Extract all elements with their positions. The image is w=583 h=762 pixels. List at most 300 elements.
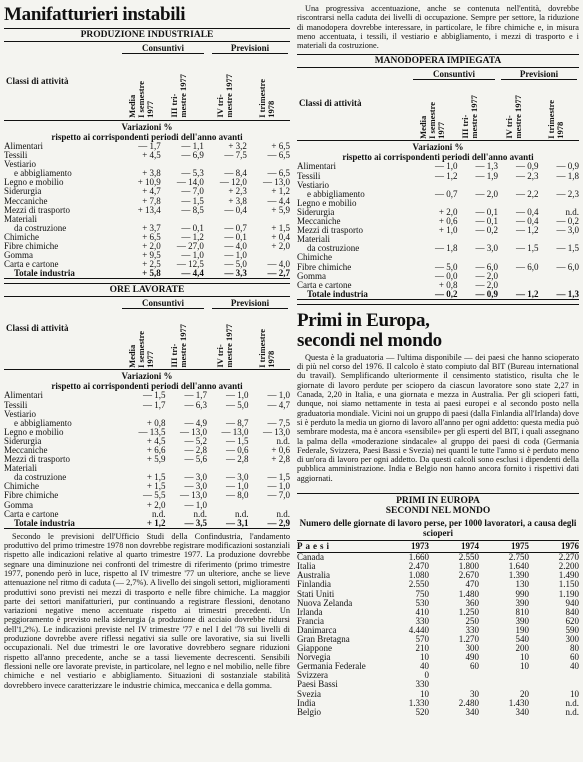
col-header-year: 1974: [429, 541, 479, 553]
cell-value: 80: [570, 643, 579, 654]
cell-value: + 1,2: [146, 517, 166, 528]
cell-value: + 10,9: [137, 177, 161, 188]
cell-value: + 4,5: [142, 150, 161, 161]
cell-value: — 5,0: [224, 259, 247, 270]
cell-value: 1.390: [508, 570, 529, 581]
paesi-table-title: [297, 493, 579, 516]
cell-value: + 5,8: [142, 268, 161, 279]
cell-value: — 1,7: [138, 141, 161, 151]
cell-value: [498, 272, 539, 281]
table-row: [4, 519, 290, 529]
cell-value: 10: [420, 688, 429, 699]
cell-value: — 3,5: [184, 517, 207, 528]
table-row: [297, 617, 579, 626]
produzione-variazioni: [4, 121, 290, 142]
cell-value: [479, 671, 529, 680]
cell-value: + 3,7: [142, 222, 161, 233]
variazioni-label: Variazioni %: [412, 142, 464, 153]
cell-value: — 3,3: [224, 268, 247, 279]
cell-value: n.d.: [276, 435, 290, 446]
header-previsioni: Previsioni: [212, 298, 288, 309]
row-label: Legno e mobilio: [297, 197, 357, 208]
table-row: [297, 635, 579, 644]
table-row: [297, 571, 579, 580]
cell-value: 1.660: [408, 552, 429, 563]
country-name: Italia: [297, 561, 316, 572]
header-col1: Media I semestre 1977: [418, 101, 446, 139]
country-name: Germania Federale: [297, 661, 366, 672]
cell-value: 40: [570, 661, 579, 672]
cell-value: — 5,6: [184, 454, 207, 465]
cell-value: + 4,7: [142, 186, 161, 197]
cell-value: + 0,6: [438, 216, 458, 227]
row-label: da costruzione: [14, 222, 67, 233]
cell-value: — 2,7: [267, 268, 290, 279]
paesi-title-2: SECONDI NEL MONDO: [385, 506, 491, 517]
cell-value: — 3,1: [226, 517, 249, 528]
primi-title-2: secondi nel mondo: [297, 329, 442, 351]
cell-value: — 2,0: [475, 279, 498, 290]
cell-value: — 13,0: [263, 426, 290, 437]
cell-value: + 1,5: [146, 472, 166, 483]
row-label: Meccaniche: [4, 195, 48, 206]
table-row: [297, 290, 579, 300]
table-row: [297, 580, 579, 589]
row-label: Alimentari: [297, 161, 336, 172]
header-col2: III tri- mestre 1977: [169, 74, 188, 118]
table-row: [297, 553, 579, 563]
cell-value: — 5,5: [143, 490, 166, 501]
row-label: Tessili: [297, 170, 321, 181]
header-previsioni: Previsioni: [501, 69, 577, 80]
country-name: Paesi Bassi: [297, 679, 338, 690]
table-row: [4, 206, 290, 215]
cell-value: 540: [515, 633, 529, 644]
cell-value: 360: [465, 597, 479, 608]
cell-value: 1.150: [558, 579, 579, 590]
cell-value: — 1,8: [556, 170, 579, 181]
table-row: [297, 699, 579, 708]
table-row: [297, 708, 579, 717]
table-row: [297, 671, 579, 680]
cell-value: — 1,0: [226, 390, 249, 401]
row-label: Carta e cartone: [297, 279, 352, 290]
cell-value: 60: [470, 661, 479, 672]
primi-section: [297, 304, 579, 483]
cell-value: 490: [465, 652, 479, 663]
primi-title-1: Primi in Europa,: [297, 309, 430, 331]
cell-value: 340: [465, 706, 479, 717]
cell-value: 1.640: [508, 561, 529, 572]
cell-value: — 0,9: [516, 161, 539, 172]
cell-value: + 9,5: [142, 250, 161, 261]
country-name: Danimarca: [297, 624, 337, 635]
cell-value: — 6,5: [267, 168, 290, 179]
cell-value: — 2,8: [184, 444, 207, 455]
cell-value: + 1,5: [271, 222, 290, 233]
country-name: Svizzera: [297, 670, 328, 681]
row-label: Vestiario: [4, 408, 36, 419]
row-label: Tessili: [4, 150, 28, 161]
cell-value: — 1,1: [181, 141, 204, 151]
page-title: Manifatturieri instabili: [4, 4, 186, 25]
cell-value: + 7,8: [142, 195, 161, 206]
country-name: Australia: [297, 570, 330, 581]
header-col3: IV tri- mestre 1977: [215, 74, 234, 118]
table-row: [297, 662, 579, 671]
cell-value: + 3,8: [228, 195, 247, 206]
country-name: Giappone: [297, 643, 332, 654]
row-label: Legno e mobilio: [4, 177, 64, 188]
table-row: [297, 244, 579, 253]
cell-value: — 2,9: [267, 517, 290, 528]
cell-value: — 6,3: [184, 399, 207, 410]
table-row: [4, 269, 290, 279]
row-label: e abbigliamento: [14, 168, 72, 179]
cell-value: — 27,0: [176, 241, 204, 252]
col-header-year: 1975: [479, 541, 529, 553]
right-column: [297, 4, 579, 717]
cell-value: — 1,9: [475, 170, 498, 181]
cell-value: 410: [415, 606, 429, 617]
cell-value: + 6,6: [146, 444, 166, 455]
row-label: Totale industria: [14, 517, 75, 528]
row-label: Materiali: [4, 463, 37, 474]
table-row: [4, 151, 290, 160]
cell-value: 200: [515, 643, 529, 654]
cell-value: — 0,1: [475, 216, 498, 227]
row-label: Materiali: [4, 213, 37, 224]
cell-value: + 13,4: [137, 204, 161, 215]
row-label: Carta e cartone: [4, 259, 59, 270]
cell-value: 330: [415, 615, 429, 626]
cell-value: 1.480: [458, 588, 479, 599]
cell-value: — 6,0: [556, 261, 579, 272]
cell-value: — 1,8: [435, 243, 458, 254]
cell-value: n.d.: [152, 508, 166, 519]
header-col4: I trimestre 1978: [257, 79, 276, 118]
cell-value: — 3,0: [184, 472, 207, 483]
ore-header: [4, 297, 290, 370]
table-row: [297, 599, 579, 608]
country-name: Norvegia: [297, 652, 331, 663]
cell-value: 810: [515, 606, 529, 617]
cell-value: + 1,2: [271, 186, 290, 197]
table-row: [297, 680, 579, 689]
table-row: [297, 226, 579, 235]
cell-value: — 6,0: [475, 261, 498, 272]
variazioni-label: Variazioni %: [121, 122, 173, 132]
cell-value: + 1,0: [438, 225, 458, 236]
cell-value: — 13,0: [180, 426, 207, 437]
manodopera-title: MANODOPERA IMPIEGATA: [297, 54, 579, 68]
cell-value: 40: [420, 661, 429, 672]
cell-value: — 1,3: [556, 288, 579, 299]
cell-value: + 2,0: [271, 241, 290, 252]
cell-value: — 0,2: [435, 288, 458, 299]
cell-value: 390: [515, 597, 529, 608]
table-row: [297, 562, 579, 571]
cell-value: 2.550: [408, 579, 429, 590]
cell-value: — 0,2: [556, 216, 579, 227]
cell-value: — 2,3: [556, 188, 579, 199]
cell-value: — 1,0: [435, 161, 458, 172]
cell-value: 2.270: [558, 552, 579, 563]
country-name: Francia: [297, 615, 324, 626]
cell-value: — 3,0: [556, 225, 579, 236]
cell-value: 60: [570, 652, 579, 663]
cell-value: — 2,0: [475, 270, 498, 281]
cell-value: + 2,3: [228, 186, 247, 197]
produzione-header: [4, 42, 290, 121]
col-header-paesi: Paesi: [297, 541, 379, 553]
cell-value: 1.190: [558, 588, 579, 599]
cell-value: + 2,0: [142, 241, 161, 252]
cell-value: — 0,6: [226, 444, 249, 455]
cell-value: 10: [570, 688, 579, 699]
cell-value: — 5,3: [181, 168, 204, 179]
cell-value: 0: [424, 670, 429, 681]
row-label: e abbigliamento: [14, 417, 72, 428]
cell-value: — 0,9: [556, 161, 579, 172]
cell-value: — 0,1: [475, 206, 498, 217]
cell-value: + 3,8: [142, 168, 161, 179]
row-label: Mezzi di trasporto: [4, 454, 70, 465]
cell-value: — 6,5: [267, 150, 290, 161]
country-name: Finlandia: [297, 579, 331, 590]
cell-value: — 1,7: [184, 390, 207, 401]
row-label: Gomma: [4, 499, 33, 510]
header-col3: IV tri- mestre 1977: [504, 94, 523, 139]
cell-value: 30: [470, 688, 479, 699]
cell-value: n.d.: [565, 206, 579, 217]
cell-value: 10: [520, 661, 529, 672]
cell-value: — 4,4: [267, 195, 290, 206]
cell-value: — 0,4: [516, 206, 539, 217]
row-label: Alimentari: [4, 390, 43, 401]
row-label: Fibre chimiche: [4, 241, 59, 252]
manodopera-variazioni: [297, 141, 579, 162]
cell-value: — 1,0: [181, 250, 204, 261]
cell-value: 130: [515, 579, 529, 590]
cell-value: — 0,7: [435, 188, 458, 199]
variazioni-label: Variazioni %: [121, 371, 173, 382]
cell-value: 2.550: [458, 552, 479, 563]
cell-value: — 1,0: [226, 481, 249, 492]
cell-value: — 13,5: [138, 426, 166, 437]
cell-value: — 1,3: [475, 161, 498, 172]
row-label: Totale industria: [307, 288, 368, 299]
paesi-title-1: PRIMI IN EUROPA: [396, 496, 480, 507]
row-label: Gomma: [297, 270, 326, 281]
header-classi: Classi di attività: [299, 98, 362, 109]
cell-value: — 2,3: [516, 170, 539, 181]
paesi-subtitle: Numero delle giornate di lavoro perse, per 1000 lavoratori, a causa degli scioperi: [297, 516, 579, 541]
cell-value: 570: [415, 633, 429, 644]
cell-value: — 1,2: [181, 231, 204, 242]
cell-value: 4.440: [408, 624, 429, 635]
cell-value: n.d.: [193, 508, 207, 519]
row-label: Siderurgia: [4, 186, 42, 197]
cell-value: — 13,0: [221, 426, 249, 437]
rispetto-label: rispetto ai corrispondenti periodi dell'anno avanti: [51, 381, 243, 392]
cell-value: + 6,5: [142, 231, 161, 242]
table-row: [297, 172, 579, 181]
header-col1: Media I semestre 1977: [127, 330, 155, 368]
cell-value: 1.330: [408, 697, 429, 708]
cell-value: — 14,0: [176, 177, 204, 188]
row-label: Legno e mobilio: [4, 426, 64, 437]
cell-value: + 1,5: [146, 481, 166, 492]
rispetto-label: rispetto ai corrispondenti periodi dell'anno avanti: [342, 152, 534, 163]
cell-value: — 0,4: [224, 204, 247, 215]
row-label: Vestiario: [297, 179, 329, 190]
cell-value: — 13,0: [263, 177, 290, 188]
cell-value: — 0,1: [181, 222, 204, 233]
table-row: [297, 690, 579, 699]
cell-value: — 0,2: [475, 225, 498, 236]
cell-value: 390: [515, 615, 529, 626]
cell-value: n.d.: [565, 706, 579, 717]
cell-value: — 0,1: [224, 231, 247, 242]
cell-value: 330: [415, 679, 429, 690]
table-row: [4, 401, 290, 410]
cell-value: + 0,4: [271, 231, 290, 242]
country-name: Svezia: [297, 688, 321, 699]
cell-value: 10: [420, 652, 429, 663]
row-label: Chimiche: [297, 252, 332, 263]
cell-value: 840: [565, 606, 579, 617]
country-name: Stati Uniti: [297, 588, 335, 599]
row-label: Mezzi di trasporto: [297, 225, 363, 236]
cell-value: 1.800: [458, 561, 479, 572]
cell-value: 1.490: [558, 570, 579, 581]
cell-value: — 4,7: [267, 399, 290, 410]
cell-value: — 12,0: [219, 177, 247, 188]
country-name: Canada: [297, 552, 324, 563]
cell-value: — 2,0: [475, 188, 498, 199]
header-consuntivi: Consuntivi: [122, 43, 204, 54]
cell-value: — 7,0: [181, 186, 204, 197]
col-header-year: 1973: [379, 541, 429, 553]
cell-value: 520: [415, 706, 429, 717]
cell-value: — 6,9: [181, 150, 204, 161]
cell-value: + 2,5: [142, 259, 161, 270]
cell-value: — 3,0: [475, 243, 498, 254]
header-col1: Media I semestre 1977: [127, 81, 155, 118]
country-name: Belgio: [297, 706, 321, 717]
cell-value: — 1,0: [224, 250, 247, 261]
cell-value: — 0,9: [475, 288, 498, 299]
cell-value: — 4,0: [267, 259, 290, 270]
cell-value: — 1,5: [267, 472, 290, 483]
table-row: [297, 644, 579, 653]
cell-value: 20: [520, 688, 529, 699]
cell-value: — 13,0: [180, 490, 207, 501]
cell-value: + 5,9: [146, 454, 166, 465]
country-name: Nuova Zelanda: [297, 597, 353, 608]
row-label: Fibre chimiche: [297, 261, 352, 272]
cell-value: — 1,2: [516, 225, 539, 236]
cell-value: 940: [565, 597, 579, 608]
cell-value: 990: [515, 588, 529, 599]
header-col4: I trimestre 1978: [546, 99, 565, 139]
table-row: [4, 455, 290, 464]
cell-value: — 8,0: [226, 490, 249, 501]
cell-value: — 1,0: [267, 390, 290, 401]
intro-text-right: Una progressiva accentuazione, anche se contenuta nell'entità, dovrebbe riscontrarsi nella caduta dei livelli di occupazione. Sempre per settore, la riduzione di manodopera dovrebbe interessare, in particolare, le fibre chimiche e, in misura meno accentuata, i tessili, il vestiario e abbigliamento, i mezzi di trasporto e i materiali da costruzione.: [297, 4, 579, 51]
cell-value: 300: [465, 643, 479, 654]
cell-value: 340: [515, 706, 529, 717]
produzione-table: [4, 142, 290, 279]
row-label: Meccaniche: [4, 444, 48, 455]
header-classi: Classi di attività: [6, 76, 69, 86]
cell-value: — 7,5: [267, 417, 290, 428]
ore-title: ORE LAVORATE: [4, 283, 290, 297]
row-label: Gomma: [4, 250, 33, 261]
cell-value: 2.480: [458, 697, 479, 708]
cell-value: + 6,5: [271, 141, 290, 151]
col-header-year: 1976: [529, 541, 579, 553]
cell-value: — 0,4: [516, 216, 539, 227]
cell-value: 470: [465, 579, 479, 590]
cell-value: 210: [415, 643, 429, 654]
header-previsioni: Previsioni: [212, 43, 288, 54]
cell-value: + 2,0: [146, 499, 166, 510]
cell-value: [429, 671, 479, 680]
cell-value: — 3,0: [184, 481, 207, 492]
cell-value: — 3,0: [226, 472, 249, 483]
cell-value: — 5,0: [226, 399, 249, 410]
cell-value: — 4,4: [181, 268, 204, 279]
paesi-table: [297, 541, 579, 717]
manodopera-header: [297, 68, 579, 141]
row-label: Totale industria: [14, 268, 75, 279]
row-label: Siderurgia: [4, 435, 42, 446]
cell-value: [529, 671, 579, 680]
cell-value: 10: [520, 652, 529, 663]
produzione-title: PRODUZIONE INDUSTRIALE: [4, 28, 290, 42]
cell-value: n.d.: [565, 697, 579, 708]
cell-value: 590: [565, 624, 579, 635]
cell-value: + 0,8: [146, 417, 166, 428]
row-label: e abbigliamento: [307, 188, 365, 199]
cell-value: — 2,2: [516, 188, 539, 199]
row-label: da costruzione: [307, 243, 360, 254]
row-label: Siderurgia: [297, 206, 335, 217]
header-consuntivi: Consuntivi: [122, 298, 204, 309]
left-column: [4, 4, 290, 690]
country-name: Irlanda: [297, 606, 323, 617]
cell-value: — 1,7: [143, 399, 166, 410]
cell-value: — 12,5: [176, 259, 204, 270]
cell-value: 1.080: [408, 570, 429, 581]
cell-value: 750: [415, 588, 429, 599]
cell-value: 620: [565, 615, 579, 626]
row-label: Meccaniche: [297, 216, 341, 227]
cell-value: n.d.: [276, 508, 290, 519]
cell-value: — 8,5: [181, 204, 204, 215]
table-row: [297, 608, 579, 617]
cell-value: — 6,0: [516, 261, 539, 272]
cell-value: — 1,5: [516, 243, 539, 254]
cell-value: 2.670: [458, 570, 479, 581]
ore-variazioni: [4, 370, 290, 391]
cell-value: — 4,0: [224, 241, 247, 252]
row-label: Chimiche: [4, 481, 39, 492]
row-label: Mezzi di trasporto: [4, 204, 70, 215]
cell-value: — 1,5: [143, 390, 166, 401]
